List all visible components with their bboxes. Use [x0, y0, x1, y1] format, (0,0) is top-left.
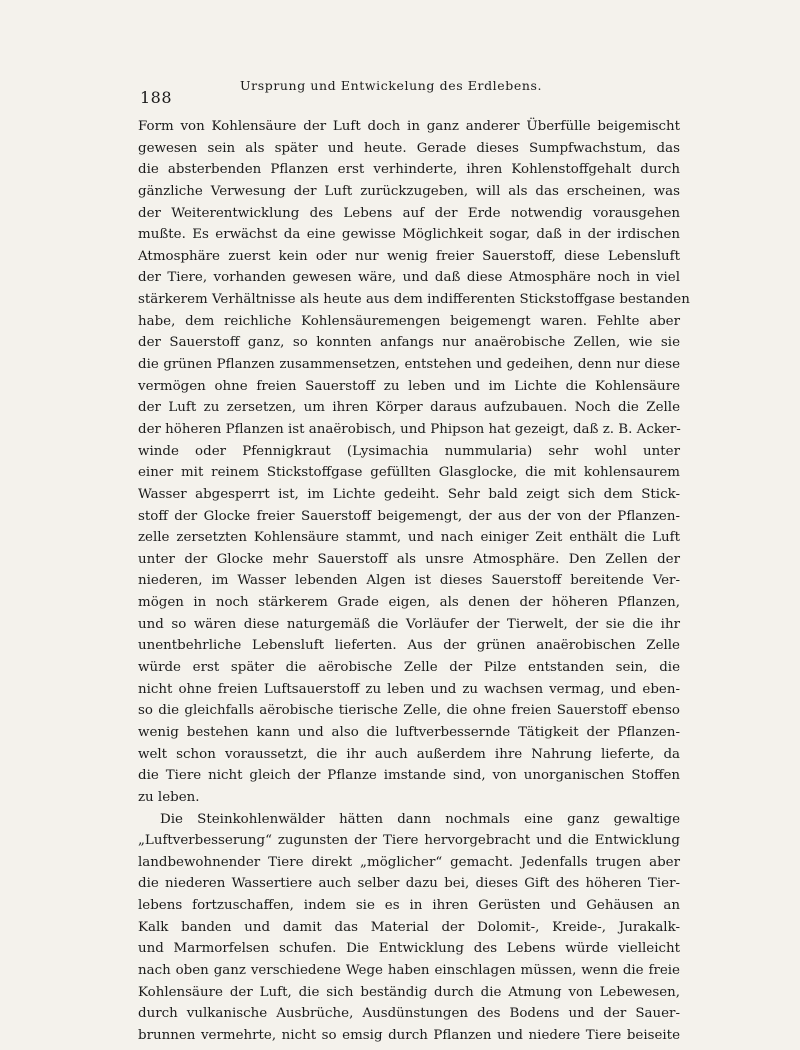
text-line: zelle zersetzten Kohlensäure stammt, und nach einiger Zeit enthält die Luft [138, 530, 680, 546]
text-line: landbewohnender Tiere direkt „möglicher“ gemacht. Jedenfalls trugen aber [138, 854, 680, 870]
text-line: die grünen Pflanzen zusammensetzen, entstehen und gedeihen, denn nur diese [138, 357, 680, 373]
text-line: der Tiere, vorhanden gewesen wäre, und daß diese Atmosphäre noch in viel [138, 270, 680, 286]
text-line: würde erst später die aërobische Zelle der Pilze entstanden sein, die [138, 660, 680, 676]
text-line: nicht ohne freien Luftsauerstoff zu leben und zu wachsen vermag, und eben- [138, 681, 680, 697]
text-line: habe, dem reichliche Kohlensäuremengen beigemengt waren. Fehlte aber [138, 313, 680, 329]
text-line: niederen, im Wasser lebenden Algen ist dieses Sauerstoff bereitende Ver- [138, 573, 680, 589]
text-line: stärkerem Verhältnisse als heute aus dem indifferenten Stickstoffgase bestanden [138, 292, 690, 308]
text-line: wenig bestehen kann und also die luftverbessernde Tätigkeit der Pflanzen- [138, 724, 680, 740]
text-line: Form von Kohlensäure der Luft doch in ganz anderer Überfülle beigemischt [138, 119, 680, 134]
text-line: „Luftverbesserung“ zugunsten der Tiere hervorgebracht und die Entwicklung [138, 833, 680, 849]
text-line: mögen in noch stärkerem Grade eigen, als denen der höheren Pflanzen, [138, 595, 680, 611]
text-line: nach oben ganz verschiedene Wege haben einschlagen müssen, wenn die freie [138, 962, 680, 978]
text-line: gänzliche Verwesung der Luft zurückzugeben, will als das erscheinen, was [138, 183, 680, 199]
paragraph-start-line: Die Steinkohlenwälder hätten dann nochmals eine ganz gewaltige [160, 811, 680, 827]
text-line: gewesen sein als später und heute. Gerade dieses Sumpfwachstum, das [138, 140, 680, 156]
text-line: welt schon voraussetzt, die ihr auch außerdem ihre Nahrung lieferte, da [138, 746, 680, 762]
text-line: winde oder Pfennigkraut (Lysimachia nummularia) sehr wohl unter [138, 443, 680, 459]
text-line: der Sauerstoff ganz, so konnten anfangs nur anaërobische Zellen, wie sie [138, 335, 680, 351]
text-line: unter der Glocke mehr Sauerstoff als unsre Atmosphäre. Den Zellen der [138, 551, 680, 567]
text-line: Kalk banden und damit das Material der Dolomit-, Kreide-, Jurakalk- [138, 919, 680, 935]
text-line: der Weiterentwicklung des Lebens auf der Erde notwendig vorausgehen [138, 205, 680, 221]
text-line: Atmosphäre zuerst kein oder nur wenig freier Sauerstoff, diese Lebensluft [138, 248, 680, 264]
text-line: Wasser abgesperrt ist, im Lichte gedeiht. Sehr bald zeigt sich dem Stick- [138, 486, 680, 502]
text-line: stoff der Glocke freier Sauerstoff beigemengt, der aus der von der Pflanzen- [138, 508, 680, 524]
text-line: brunnen vermehrte, nicht so emsig durch Pflanzen und niedere Tiere beiseite [138, 1027, 680, 1043]
text-line: unentbehrliche Lebensluft lieferten. Aus der grünen anaërobischen Zelle [138, 638, 680, 654]
text-line: und so wären diese naturgemäß die Vorläufer der Tierwelt, der sie die ihr [138, 616, 680, 632]
body-text [138, 116, 690, 1047]
text-line: einer mit reinem Stickstoffgase gefüllten Glasglocke, die mit kohlensaurem [138, 465, 680, 481]
text-line: der Luft zu zersetzen, um ihren Körper daraus aufzubauen. Noch die Zelle [138, 400, 680, 416]
text-line: und Marmorfelsen schufen. Die Entwicklung des Lebens würde vielleicht [138, 941, 680, 957]
text-line: die absterbenden Pflanzen erst verhinderte, ihren Kohlenstoffgehalt durch [138, 162, 680, 178]
paragraph-end-line: zu leben. [138, 789, 200, 805]
text-line: so die gleichfalls aërobische tierische Zelle, die ohne freien Sauerstoff ebenso [138, 703, 680, 719]
text-line: mußte. Es erwächst da eine gewisse Möglichkeit sogar, daß in der irdischen [138, 227, 680, 243]
text-line: die niederen Wassertiere auch selber dazu bei, dieses Gift des höheren Tier- [138, 876, 680, 892]
text-line: lebens fortzuschaffen, indem sie es in ihren Gerüsten und Gehäusen an [138, 898, 680, 914]
text-line: Kohlensäure der Luft, die sich beständig durch die Atmung von Lebewesen, [138, 984, 680, 1000]
text-line: vermögen ohne freien Sauerstoff zu leben und im Lichte die Kohlensäure [138, 378, 680, 394]
running-head: Ursprung und Entwickelung des Erdlebens. [240, 78, 543, 93]
text-line: der höheren Pflanzen ist anaërobisch, und Phipson hat gezeigt, daß z. B. Acker- [138, 421, 681, 437]
page-header [140, 78, 680, 108]
text-line: die Tiere nicht gleich der Pflanze imstande sind, von unorganischen Stoffen [138, 768, 680, 784]
page-number: 188 [140, 88, 173, 107]
text-line: durch vulkanische Ausbrüche, Ausdünstungen des Bodens und der Sauer- [138, 1006, 680, 1022]
